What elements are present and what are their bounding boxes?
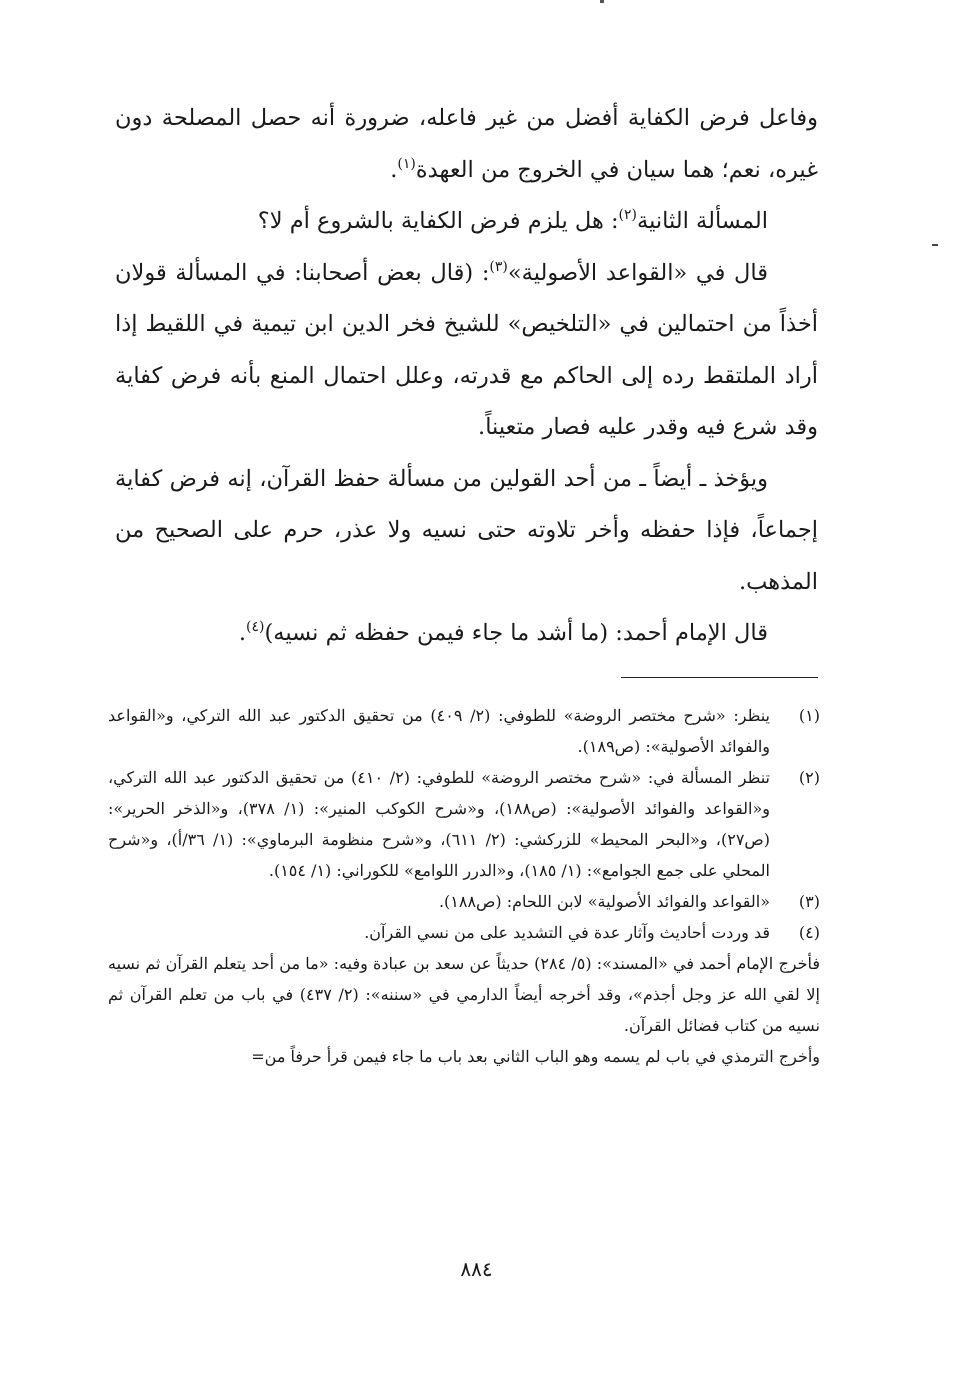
footnote-text: تنظر المسألة في: «شرح مختصر الروضة» للطوفي: (٢/ ٤١٠) من تحقيق الدكتور عبد الله التركي، و«القواعد والفوائد الأصولية»: (ص١٨٨)، و«شرح الكوكب المنير»: (١/ ٣٧٨)، و«الذخر الحرير»: (ص٢٧)، و«البحر المحيط» للزركشي: (٢/ ٦١١)، و«شرح منظومة البرماوي»: (١/ ٣٦/أ)، و«شرح المحلي على جمع الجوامع»: (١/ ١٨٥)، و«الدرر اللوامع» للكوراني: (١/ ١٥٤). bbox=[108, 768, 770, 880]
footnote-number: (٣) bbox=[798, 892, 820, 911]
footnote bbox=[108, 917, 820, 948]
footnote bbox=[108, 762, 820, 886]
page-number: ٨٨٤ bbox=[460, 1257, 493, 1281]
footnote-number: (٤) bbox=[798, 923, 820, 942]
scan-artifact bbox=[932, 244, 938, 246]
footnote bbox=[108, 886, 820, 917]
footnote-text: ينظر: «شرح مختصر الروضة» للطوفي: (٢/ ٤٠٩) من تحقيق الدكتور عبد الله التركي، و«القواعد والفوائد الأصولية»: (ص١٨٩). bbox=[108, 706, 771, 756]
footnote-text: قد وردت أحاديث وآثار عدة في التشديد على من نسي القرآن. bbox=[364, 923, 770, 942]
paragraph: قال في «القواعد الأصولية»$^{(٣)}$: (قال بعض أصحابنا: في المسألة قولان أخذاً من احتمالين في «التلخيص» للشيخ فخر الدين ابن تيمية في اللقيط إذا أراد الملتقط رده إلى الحاكم مع قدرته، وعلل احتمال المنع بأنه فرض كفاية وقد شرع فيه وقدر عليه فصار متعيناً. bbox=[115, 258, 818, 440]
footnotes bbox=[108, 700, 820, 1072]
footnote-reference[interactable]: (٤) bbox=[246, 619, 265, 635]
paragraph: المسألة الثانية$^{(٢)}$: هل يلزم فرض الكفاية بالشروع أم لا؟ bbox=[257, 207, 768, 234]
footnote-divider bbox=[621, 677, 818, 678]
paragraph: ويؤخذ ـ أيضاً ـ من أحد القولين من مسألة حفظ القرآن، إنه فرض كفاية إجماعاً، فإذا حفظه وأخر تلاوته حتى نسيه ولا عذر، حرم على الصحيح من المذهب. bbox=[115, 465, 818, 595]
footnote-reference[interactable]: (٣) bbox=[489, 258, 508, 275]
paragraph: قال الإمام أحمد: (ما أشد ما جاء فيمن حفظه ثم نسيه)$^{(٤)}$. bbox=[238, 619, 768, 646]
footnote-text: «القواعد والفوائد الأصولية» لابن اللحام: (ص١٨٨). bbox=[438, 892, 770, 911]
scan-artifact bbox=[600, 0, 604, 3]
footnote bbox=[108, 700, 820, 762]
paragraph: وفاعل فرض الكفاية أفضل من غير فاعله، ضرورة أنه حصل المصلحة دون غيره، نعم؛ هما سيان في الخروج من العهدة$^{(١)}$. bbox=[115, 105, 818, 183]
footnote-continuation: وأخرج الترمذي في باب لم يسمه وهو الباب الثاني بعد باب ما جاء فيمن قرأ حرفاً من= bbox=[251, 1047, 820, 1066]
footnote-reference[interactable]: (٢) bbox=[618, 207, 638, 223]
footnote-number: (٢) bbox=[798, 768, 820, 787]
footnote-reference[interactable]: (١) bbox=[397, 155, 416, 172]
footnote-continuation: فأخرج الإمام أحمد في «المسند»: (٥/ ٢٨٤) حديثاً عن سعد بن عبادة وفيه: «ما من أحد يتعلم القرآن ثم نسيه إلا لقي الله عز وجل أجذم»، وقد أخرجه أيضاً الدارمي في «سننه»: (٢/ ٤٣٧) في باب من تعلم القرآن ثم نسيه من كتاب فضائل القرآن. bbox=[108, 954, 821, 1035]
main-text bbox=[115, 93, 818, 660]
footnote-number: (١) bbox=[798, 706, 820, 725]
